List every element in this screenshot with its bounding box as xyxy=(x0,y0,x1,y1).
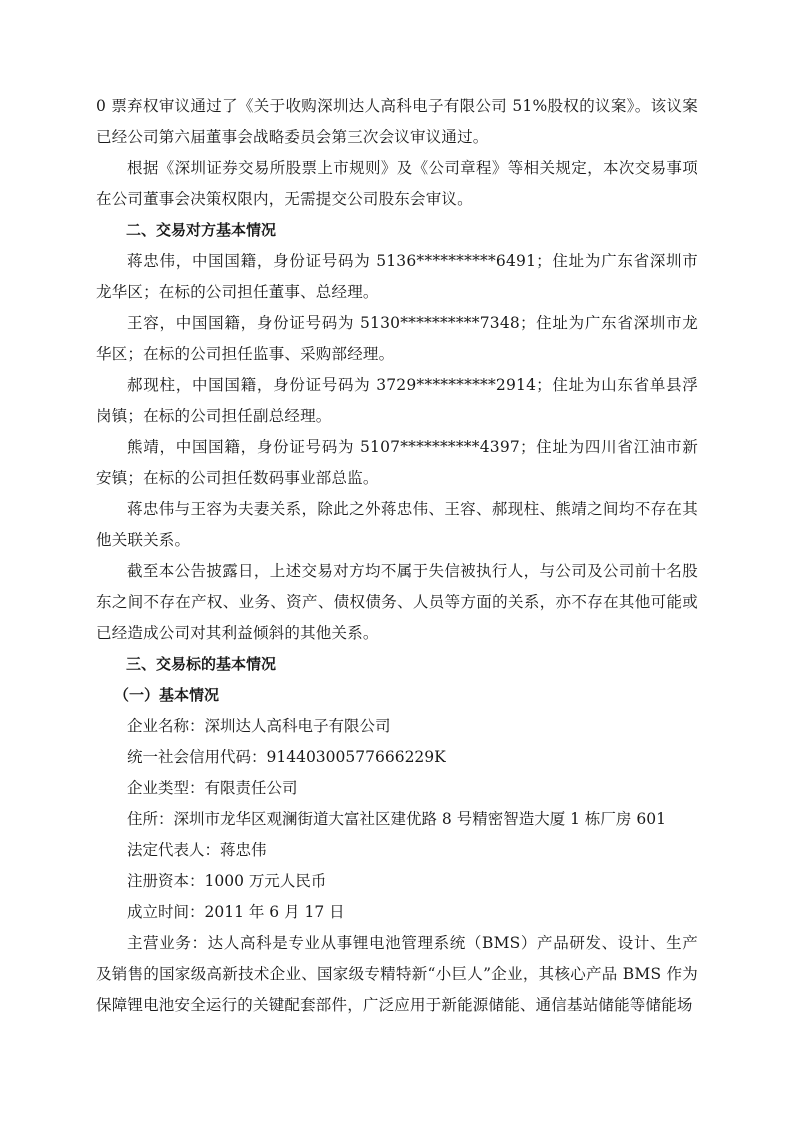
subsection-heading-basic-info: （一）基本情况 xyxy=(114,686,220,704)
section-heading-counterparty: 二、交易对方基本情况 xyxy=(126,221,277,239)
field-address: 住所：深圳市龙华区观澜街道大富社区建优路 8 号精密智造大厦 1 栋厂房 601 xyxy=(127,810,666,828)
paragraph-approval: 0 票弃权审议通过了《关于收购深圳达人高科电子有限公司 51%股权的议案》。该议案已经公司第六届董事会战略委员会第三次会议审议通过。 xyxy=(96,97,698,146)
paragraph-person-wang: 王容，中国国籍，身份证号码为 5130**********7348；住址为广东省深圳市龙华区；在标的公司担任监事、采购部经理。 xyxy=(96,314,698,363)
paragraph-regulation: 根据《深圳证券交易所股票上市规则》及《公司章程》等相关规定，本次交易事项在公司董事会决策权限内，无需提交公司股东会审议。 xyxy=(96,159,698,208)
paragraph-person-jiang: 蒋忠伟，中国国籍，身份证号码为 5136**********6491；住址为广东省深圳市龙华区；在标的公司担任董事、总经理。 xyxy=(96,252,698,301)
paragraph-main-business: 主营业务：达人高科是专业从事锂电池管理系统（BMS）产品研发、设计、生产及销售的国家级高新技术企业、国家级专精特新“小巨人”企业，其核心产品 BMS 作为保障锂电池安全运行的关键配套部件，广泛应用于新能源储能、通信基站储能等储能场 xyxy=(96,934,698,1014)
field-company-type: 企业类型：有限责任公司 xyxy=(127,779,298,797)
paragraph-disclosure: 截至本公告披露日，上述交易对方均不属于失信被执行人，与公司及公司前十名股东之间不存在产权、业务、资产、债权债务、人员等方面的关系，亦不存在其他可能或已经造成公司对其利益倾斜的其他关系。 xyxy=(96,562,698,642)
field-registered-capital: 注册资本：1000 万元人民币 xyxy=(127,872,327,890)
field-credit-code: 统一社会信用代码：91440300577666229K xyxy=(127,748,446,766)
section-heading-target: 三、交易标的基本情况 xyxy=(126,655,277,673)
document-page xyxy=(96,91,698,1021)
paragraph-person-xiong: 熊靖，中国国籍，身份证号码为 5107**********4397；住址为四川省江油市新安镇；在标的公司担任数码事业部总监。 xyxy=(96,438,698,487)
field-company-name: 企业名称：深圳达人高科电子有限公司 xyxy=(127,717,391,735)
paragraph-person-hao: 郝现柱，中国国籍，身份证号码为 3729**********2914；住址为山东省单县浮岗镇；在标的公司担任副总经理。 xyxy=(96,376,698,425)
field-legal-rep: 法定代表人：蒋忠伟 xyxy=(127,841,267,859)
paragraph-relationship: 蒋忠伟与王容为夫妻关系，除此之外蒋忠伟、王容、郝现柱、熊靖之间均不存在其他关联关系。 xyxy=(96,500,698,549)
field-established-date: 成立时间：2011 年 6 月 17 日 xyxy=(127,903,345,921)
